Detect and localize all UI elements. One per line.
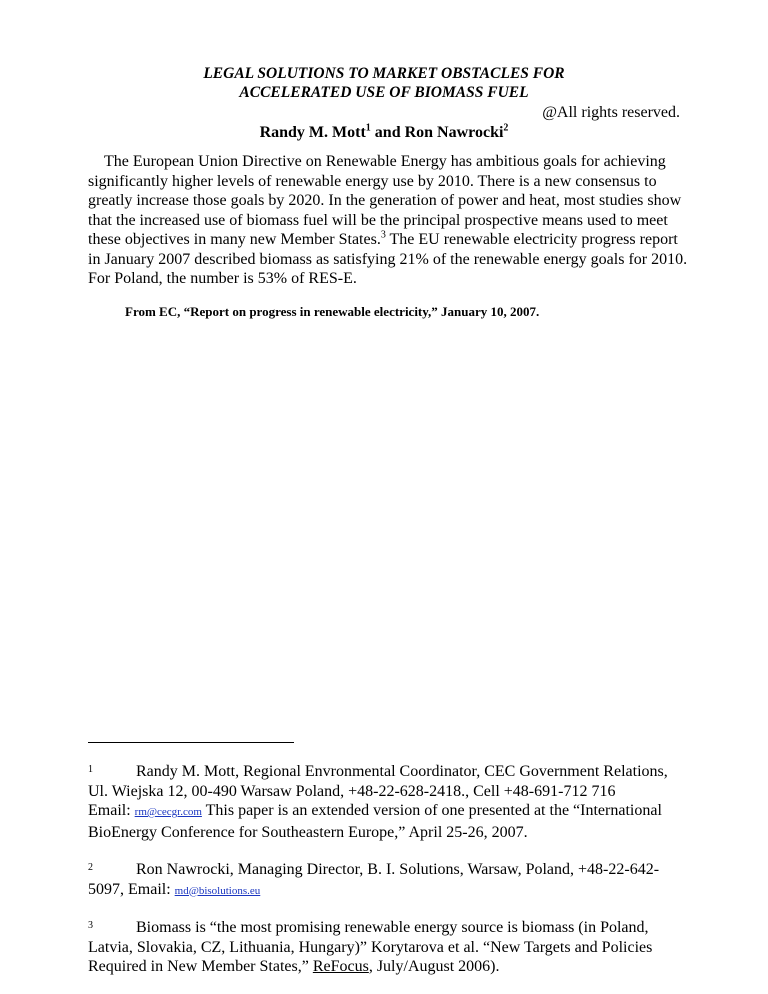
intro-text-2: The EU renewable electricity progress report in January 2007 described biomass as satisfying 21% of the renewable energy goals for 2010. For Poland, the number is 53% of RES-E. <box>88 231 688 287</box>
footnote-separator <box>88 742 294 743</box>
footnote-ref-1[interactable]: 1 <box>365 122 371 134</box>
footnote-3-text: Biomass is “the most promising renewable energy source is biomass (in Poland, Latvia, Slovakia, CZ, Lithuania, Hungary)” Korytarova et al. “New Targets and Policies Required in New Member States,” <box>88 919 653 975</box>
footnote-1 <box>88 762 688 842</box>
rights-notice: @All rights reserved. <box>542 104 680 121</box>
footnote-3-journal: ReFocus <box>312 958 369 975</box>
footnote-1-number: 1 <box>88 764 93 775</box>
footnote-3-text-2: , July/August 2006). <box>368 958 500 975</box>
footnote-2-email-link[interactable]: md@bisolutions.eu <box>174 884 261 897</box>
footnote-1-text: Randy M. Mott, Regional Envronmental Coordinator, CEC Government Relations, Ul. Wiejska 12, 00-490 Warsaw Poland, +48-22-628-2418., Cell +48-691-712 716 <box>88 763 668 800</box>
footnote-ref-2[interactable]: 2 <box>503 122 509 134</box>
footnote-ref-3[interactable]: 3 <box>380 229 386 241</box>
title-line-2: ACCELERATED USE OF BIOMASS FUEL <box>239 84 529 101</box>
footnote-1-text-2: This paper is an extended version of one presented at the “International BioEnergy Conference for Southeastern Europe,” April 25-26, 2007. <box>88 802 662 841</box>
title-line-1: LEGAL SOLUTIONS TO MARKET OBSTACLES FOR <box>203 65 565 82</box>
footnote-1-email-link[interactable]: rm@cecgr.com <box>134 806 202 818</box>
footnote-2-number: 2 <box>88 862 93 873</box>
author-line <box>0 124 768 142</box>
author-1: Randy M. Mott <box>259 124 366 141</box>
footnote-3-number: 3 <box>88 920 93 931</box>
intro-paragraph <box>88 152 688 289</box>
footnote-1-email-label: Email: <box>88 802 135 819</box>
footnote-2 <box>88 860 688 901</box>
footnote-3 <box>88 918 688 977</box>
figure-caption: From EC, “Report on progress in renewable electricity,” January 10, 2007. <box>125 304 540 319</box>
author-2: and Ron Nawrocki <box>370 124 504 141</box>
intro-text-1: The European Union Directive on Renewable Energy has ambitious goals for achieving significantly higher levels of renewable energy use by 2010. There is a new consensus to greatly increase those goals by 2020. In the generation of power and heat, most studies show that the increased use of biomass fuel will be the principal prospective means used to meet these objectives in many new Member States. <box>88 153 682 248</box>
footnote-2-text: Ron Nawrocki, Managing Director, B. I. Solutions, Warsaw, Poland, +48-22-642-5097, Email: <box>88 861 660 898</box>
